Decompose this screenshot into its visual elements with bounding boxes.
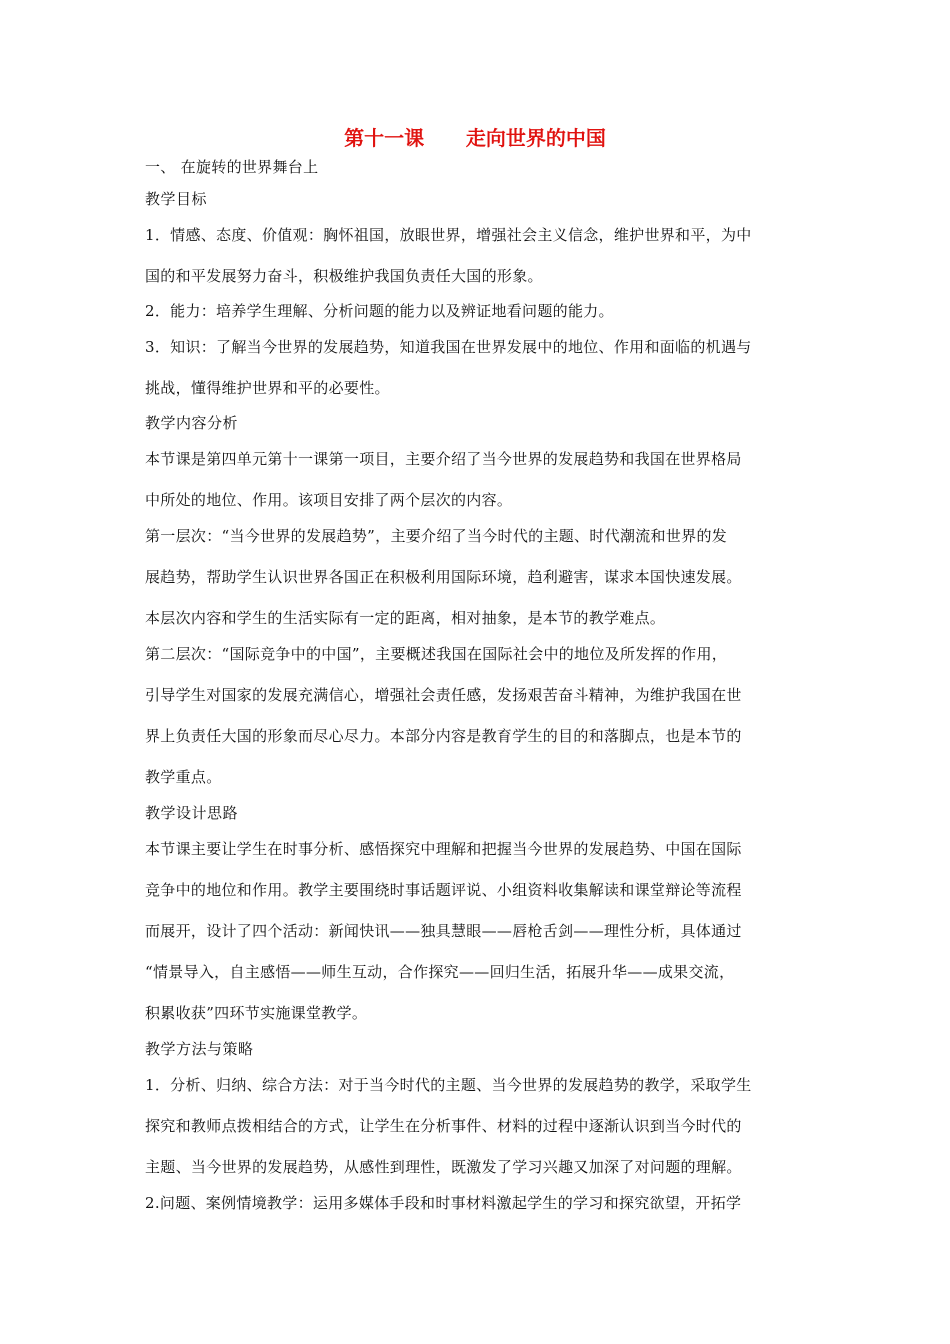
paragraph-line: 积累收获”四环节实施课堂教学。 xyxy=(145,1004,368,1022)
subheading-teaching-goals: 教学目标 xyxy=(145,190,208,208)
paragraph-line: 教学重点。 xyxy=(145,768,222,786)
paragraph-line: 挑战，懂得维护世界和平的必要性。 xyxy=(145,379,390,397)
paragraph-line: 本层次内容和学生的生活实际有一定的距离，相对抽象，是本节的教学难点。 xyxy=(145,609,666,627)
paragraph-line: 国的和平发展努力奋斗，积极维护我国负责任大国的形象。 xyxy=(145,267,543,285)
paragraph-line: 探究和教师点拨相结合的方式，让学生在分析事件、材料的过程中逐渐认识到当今时代的 xyxy=(145,1117,742,1135)
paragraph-line: 1．分析、归纳、综合方法：对于当今时代的主题、当今世界的发展趋势的教学，采取学生 xyxy=(145,1076,752,1094)
paragraph-line: 第一层次：“当今世界的发展趋势”，主要介绍了当今时代的主题、时代潮流和世界的发 xyxy=(145,527,728,545)
paragraph-line: 本节课是第四单元第十一课第一项目，主要介绍了当今世界的发展趋势和我国在世界格局 xyxy=(145,450,742,468)
page-title: 第十一课 走向世界的中国 xyxy=(344,126,606,150)
paragraph-line: 2.问题、案例情境教学：运用多媒体手段和时事材料激起学生的学习和探究欲望，开拓学 xyxy=(145,1194,742,1212)
paragraph-line: 1．情感、态度、价值观：胸怀祖国，放眼世界，增强社会主义信念，维护世界和平，为中 xyxy=(145,226,752,244)
paragraph-line: 竞争中的地位和作用。教学主要围绕时事话题评说、小组资料收集解读和课堂辩论等流程 xyxy=(145,881,742,899)
paragraph-line: 引导学生对国家的发展充满信心，增强社会责任感，发扬艰苦奋斗精神，为维护我国在世 xyxy=(145,686,742,704)
paragraph-line: 第二层次：“国际竞争中的中国”，主要概述我国在国际社会中的地位及所发挥的作用， xyxy=(145,645,728,663)
subheading-design-ideas: 教学设计思路 xyxy=(145,804,239,822)
paragraph-line: 本节课主要让学生在时事分析、感悟探究中理解和把握当今世界的发展趋势、中国在国际 xyxy=(145,840,742,858)
paragraph-line: 中所处的地位、作用。该项目安排了两个层次的内容。 xyxy=(145,491,513,509)
paragraph-line: 2．能力：培养学生理解、分析问题的能力以及辨证地看问题的能力。 xyxy=(145,302,614,320)
paragraph-line: 界上负责任大国的形象而尽心尽力。本部分内容是教育学生的目的和落脚点，也是本节的 xyxy=(145,727,742,745)
paragraph-line: 主题、当今世界的发展趋势，从感性到理性，既激发了学习兴趣又加深了对问题的理解。 xyxy=(145,1158,742,1176)
section-heading: 一、 在旋转的世界舞台上 xyxy=(145,158,319,176)
paragraph-line: “情景导入，自主感悟——师生互动，合作探究——回归生活，拓展升华——成果交流， xyxy=(145,963,735,981)
subheading-content-analysis: 教学内容分析 xyxy=(145,414,239,432)
paragraph-line: 展趋势，帮助学生认识世界各国正在积极利用国际环境，趋利避害，谋求本国快速发展。 xyxy=(145,568,742,586)
subheading-methods: 教学方法与策略 xyxy=(145,1040,254,1058)
paragraph-line: 3．知识：了解当今世界的发展趋势，知道我国在世界发展中的地位、作用和面临的机遇与 xyxy=(145,338,752,356)
paragraph-line: 而展开，设计了四个活动：新闻快讯——独具慧眼——唇枪舌剑——理性分析，具体通过 xyxy=(145,922,742,940)
